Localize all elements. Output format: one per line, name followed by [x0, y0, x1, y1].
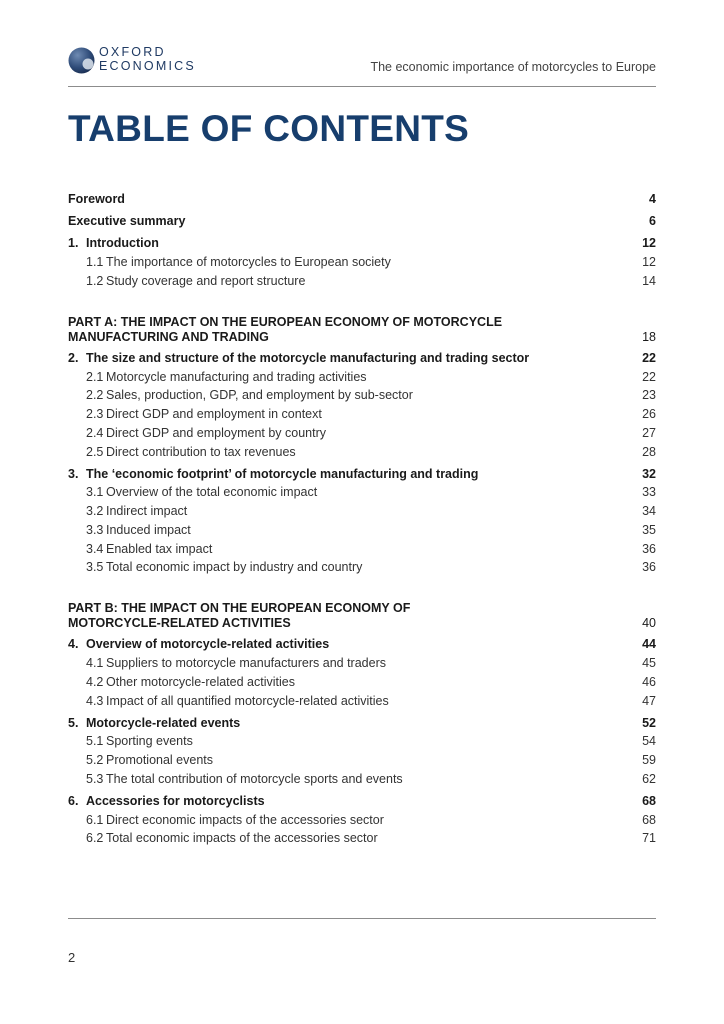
globe-icon	[68, 47, 95, 74]
toc-subsection[interactable]: 1.2 Study coverage and report structure 14	[86, 273, 656, 288]
toc-subsection[interactable]: 2.2 Sales, production, GDP, and employment by sub-sector 23	[86, 388, 656, 403]
page-title: TABLE OF CONTENTS	[68, 108, 470, 149]
toc-subsection[interactable]: 6.2 Total economic impacts of the accessories sector 71	[86, 831, 656, 846]
toc-part-b[interactable]: PART B: THE IMPACT ON THE EUROPEAN ECONOMY OF MOTORCYCLE-RELATED ACTIVITIES 40	[68, 600, 656, 631]
toc-subsection[interactable]: 2.1 Motorcycle manufacturing and trading activities 22	[86, 369, 656, 384]
toc-subsection[interactable]: 4.1 Suppliers to motorcycle manufacturers and traders 45	[86, 656, 656, 671]
toc-subsection[interactable]: 2.5 Direct contribution to tax revenues 28	[86, 444, 656, 459]
toc-subsection[interactable]: 3.2 Indirect impact 34	[86, 504, 656, 519]
oxford-economics-logo	[68, 46, 208, 74]
toc-subsection[interactable]: 4.2 Other motorcycle-related activities 46	[86, 674, 656, 689]
toc-section-2[interactable]: 2. The size and structure of the motorcycle manufacturing and trading sector 22	[68, 351, 656, 366]
toc-section-6[interactable]: 6. Accessories for motorcyclists 68	[68, 794, 656, 809]
toc-entry-foreword[interactable]: Foreword 4	[68, 192, 656, 206]
table-of-contents	[68, 190, 656, 848]
toc-subsection[interactable]: 3.4 Enabled tax impact 36	[86, 541, 656, 556]
toc-subsection[interactable]: 3.5 Total economic impact by industry and country 36	[86, 560, 656, 575]
report-title: The economic importance of motorcycles to Europe	[370, 60, 656, 74]
toc-subsection[interactable]: 4.3 Impact of all quantified motorcycle-related activities 47	[86, 693, 656, 708]
toc-section-4[interactable]: 4. Overview of motorcycle-related activities 44	[68, 637, 656, 652]
toc-part-a[interactable]: PART A: THE IMPACT ON THE EUROPEAN ECONOMY OF MOTORCYCLE MANUFACTURING AND TRADING 18	[68, 314, 656, 345]
toc-subsection[interactable]: 1.1 The importance of motorcycles to European society 12	[86, 255, 656, 270]
toc-subsection[interactable]: 6.1 Direct economic impacts of the accessories sector 68	[86, 812, 656, 827]
toc-subsection[interactable]: 3.3 Induced impact 35	[86, 522, 656, 537]
toc-subsection[interactable]: 3.1 Overview of the total economic impact 33	[86, 485, 656, 500]
logo-line-1: OXFORD	[99, 45, 166, 59]
toc-section-3[interactable]: 3. The ‘economic footprint’ of motorcycle manufacturing and trading 32	[68, 466, 656, 481]
toc-subsection[interactable]: 5.2 Promotional events 59	[86, 753, 656, 768]
footer-divider	[68, 918, 656, 919]
toc-section-1[interactable]: 1. Introduction 12	[68, 236, 656, 251]
toc-subsection[interactable]: 2.4 Direct GDP and employment by country 27	[86, 425, 656, 440]
toc-section-5[interactable]: 5. Motorcycle-related events 52	[68, 715, 656, 730]
toc-subsection[interactable]: 2.3 Direct GDP and employment in context 26	[86, 407, 656, 422]
logo-line-2: ECONOMICS	[99, 58, 196, 73]
toc-entry-executive-summary[interactable]: Executive summary 6	[68, 214, 656, 229]
toc-subsection[interactable]: 5.1 Sporting events 54	[86, 734, 656, 749]
page-number: 2	[68, 950, 76, 965]
toc-subsection[interactable]: 5.3 The total contribution of motorcycle sports and events 62	[86, 771, 656, 786]
header-divider	[68, 86, 656, 87]
